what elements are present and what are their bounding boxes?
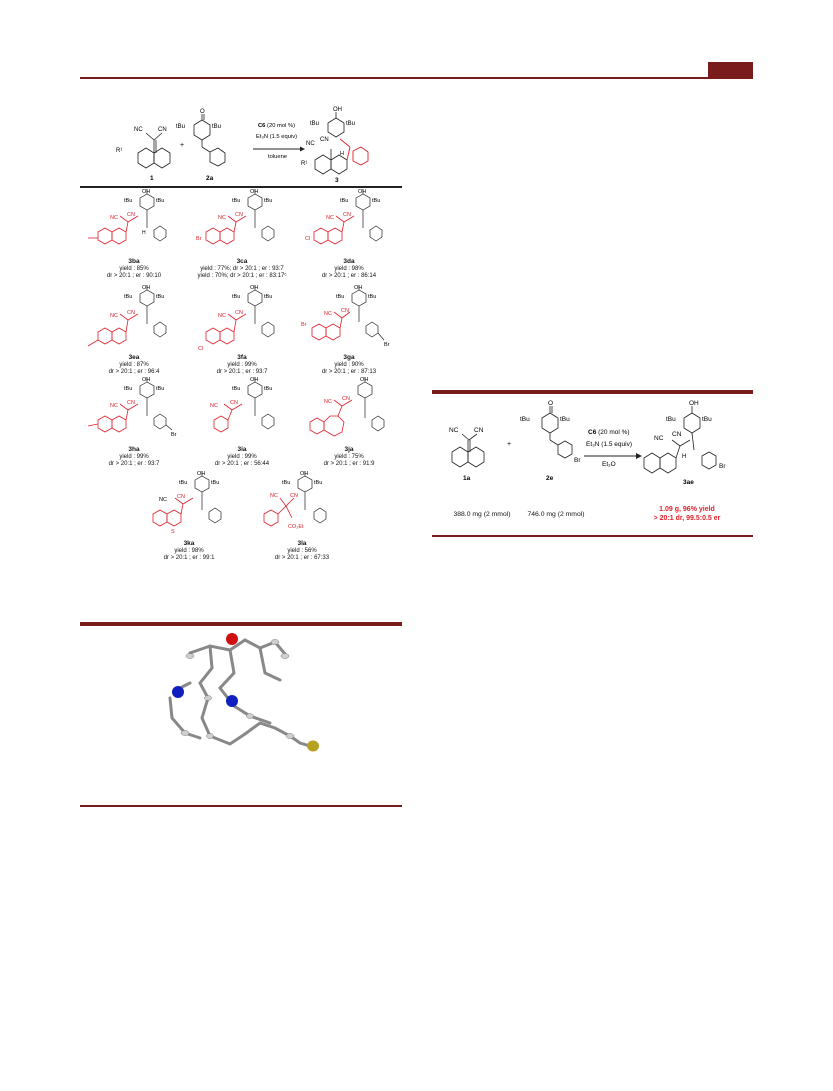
top-reagent-2: Et₃N (1.5 equiv) — [256, 134, 298, 140]
cn: CN — [342, 396, 350, 402]
product-3ba-line1: yield : 85% — [119, 266, 149, 272]
oh: OH — [197, 471, 206, 477]
nc: NC — [110, 313, 118, 319]
sm2e-label: 2e — [546, 475, 554, 482]
tbu: tBu — [124, 198, 133, 204]
prod3ae-tbu-left: tBu — [666, 416, 676, 423]
sm1a-cn: CN — [474, 427, 484, 434]
scaleup-scheme — [432, 396, 753, 536]
tbu: tBu — [264, 386, 273, 392]
product-3fa-line2: dr > 20:1 ; er : 93:7 — [216, 369, 268, 375]
nc: NC — [110, 215, 118, 221]
structure-3ga — [296, 284, 402, 354]
structure-3ia — [188, 376, 296, 446]
product-3la — [248, 470, 356, 565]
oh: OH — [354, 285, 363, 291]
structure-3ba — [80, 188, 188, 256]
nc: NC — [324, 399, 332, 405]
prod-oh: OH — [333, 107, 342, 113]
product-3ka-id: 3ka — [183, 540, 195, 547]
prod3ae-nc: NC — [654, 435, 664, 442]
cn: CN — [235, 212, 243, 218]
product-3ea — [80, 284, 188, 379]
product-3ha-line1: yield : 99% — [119, 454, 149, 460]
sm2-label: 2a — [206, 175, 214, 182]
prod-cn: CN — [320, 137, 329, 143]
sm2e-tbu-right: tBu — [560, 416, 570, 423]
structure-3la — [248, 470, 356, 540]
bromine-atom — [307, 741, 319, 752]
tbu: tBu — [156, 198, 165, 204]
xray-bottom-rule — [80, 805, 402, 807]
scaleup-result-line2: > 20:1 dr, 99.5:0.5 er — [653, 515, 721, 522]
nc: NC — [324, 311, 332, 317]
product-3da-id: 3da — [343, 258, 355, 265]
top-reagent-1: C6 (20 mol %) — [258, 123, 296, 129]
tbu: tBu — [211, 480, 220, 486]
tbu: tBu — [232, 198, 241, 204]
cn: CN — [290, 493, 298, 499]
product-3ka-line1: yield : 98% — [174, 548, 204, 554]
nitrogen-atom-2 — [226, 695, 238, 707]
product-3ia — [188, 376, 296, 471]
product-3ha — [80, 376, 188, 471]
product-3ja — [296, 376, 402, 471]
sm1-cn: CN — [158, 127, 167, 133]
right-solvent: Et₂O — [602, 461, 616, 468]
product-3ga — [296, 284, 402, 379]
nc: NC — [270, 493, 278, 499]
product-3ia-id: 3ia — [237, 446, 247, 453]
cn: CN — [177, 494, 185, 500]
product-3ea-id: 3ea — [128, 354, 140, 361]
tbu: tBu — [232, 294, 241, 300]
product-3ca — [188, 188, 296, 288]
sm2e-amount: 746.0 mg (2 mmol) — [527, 511, 585, 518]
product-3ha-id: 3ha — [128, 446, 140, 453]
prod3ae-tbu-right: tBu — [702, 416, 712, 423]
xray-top-rule — [80, 622, 402, 626]
oh: OH — [250, 189, 259, 195]
nc: NC — [218, 215, 226, 221]
product-3fa-id: 3fa — [237, 354, 247, 361]
product-3ca-id: 3ca — [236, 258, 248, 265]
prod-tbu-right: tBu — [346, 121, 356, 127]
co2et: CO₂Et — [288, 524, 304, 530]
product-3da-line1: yield : 98% — [334, 266, 364, 272]
scheme-top-drawing — [110, 105, 410, 185]
structure-3ca — [188, 188, 296, 256]
sm1a-label: 1a — [463, 475, 471, 482]
br: Br — [384, 342, 390, 348]
tbu: tBu — [232, 386, 241, 392]
product-3ba-line2: dr > 20:1 ; er : 90:10 — [106, 273, 162, 279]
cn: CN — [230, 400, 238, 406]
scheme-top — [110, 105, 410, 185]
tbu: tBu — [264, 294, 273, 300]
oh: OH — [358, 189, 367, 195]
right-reagent-1: C6 (20 mol %) — [588, 429, 630, 436]
header-rule — [80, 77, 753, 79]
product-3ba — [80, 188, 188, 283]
tbu: tBu — [124, 386, 133, 392]
right-reagent-2: Et₃N (1.5 equiv) — [586, 441, 632, 448]
product-3ia-line1: yield : 99% — [227, 454, 257, 460]
s: S — [171, 529, 175, 535]
oh: OH — [300, 471, 309, 477]
structure-3fa — [188, 284, 296, 354]
product-3ba-id: 3ba — [128, 258, 140, 265]
prod3ae-label: 3ae — [683, 479, 694, 486]
sm1-nc: NC — [134, 127, 143, 133]
product-3ia-line2: dr > 20:1 ; er : 56:44 — [214, 461, 270, 467]
scaleup-result-line1: 1.09 g, 96% yield — [659, 506, 715, 513]
product-3ea-line1: yield : 87% — [119, 362, 149, 368]
tbu: tBu — [179, 480, 188, 486]
sm1-label: 1 — [150, 175, 154, 182]
structure-3ka — [135, 470, 243, 540]
scaleup-bottom-rule — [432, 535, 753, 537]
cl: Cl — [198, 346, 204, 352]
prod-r1: R¹ — [301, 161, 308, 167]
cn: CN — [127, 212, 135, 218]
oh: OH — [360, 377, 369, 383]
product-3da — [296, 188, 402, 283]
oh: OH — [142, 377, 151, 383]
tbu: tBu — [282, 480, 291, 486]
structure-3ja — [296, 376, 402, 446]
product-grid — [80, 188, 402, 588]
tbu: tBu — [156, 386, 165, 392]
scaleup-drawing — [432, 396, 753, 506]
product-3ga-line2: dr > 20:1 ; er : 87:13 — [321, 369, 377, 375]
br: Br — [301, 322, 307, 328]
nc: NC — [110, 403, 118, 409]
product-3ja-line1: yield : 75% — [334, 454, 364, 460]
xray-structure — [150, 628, 330, 758]
tbu: tBu — [372, 198, 381, 204]
cn: CN — [235, 310, 243, 316]
product-3la-line2: dr > 20:1 ; er : 67:33 — [274, 555, 330, 561]
cn: CN — [127, 310, 135, 316]
sm1a-nc: NC — [449, 427, 459, 434]
cn: CN — [343, 212, 351, 218]
oh: OH — [142, 285, 151, 291]
h: H — [142, 230, 146, 236]
nc: NC — [159, 497, 167, 503]
tbu: tBu — [368, 294, 377, 300]
product-3fa-line1: yield : 99% — [227, 362, 257, 368]
prod3ae-oh: OH — [689, 400, 699, 407]
prod3ae-h: H — [682, 454, 687, 460]
oh: OH — [250, 285, 259, 291]
sm2e-br: Br — [574, 457, 581, 464]
sm2-o: O — [200, 109, 205, 115]
nc: NC — [218, 313, 226, 319]
structure-3da — [296, 188, 402, 256]
oxygen-atom — [226, 633, 238, 645]
nc: NC — [210, 403, 218, 409]
br: Br — [171, 432, 177, 438]
prod-h: H — [340, 151, 344, 157]
product-3ka — [135, 470, 243, 565]
header-page-tab — [708, 62, 753, 78]
nitrogen-atom-1 — [172, 686, 184, 698]
tbu: tBu — [340, 198, 349, 204]
product-3ga-line1: yield : 90% — [334, 362, 364, 368]
oh: OH — [142, 189, 151, 195]
top-solvent: toluene — [268, 154, 288, 160]
cl: Cl — [305, 236, 311, 242]
plus-sign: + — [507, 441, 512, 448]
product-3ca-line2: yield : 70%; dr > 20:1 ; er : 83:17ᶜ — [197, 273, 287, 279]
product-3ka-line2: dr > 20:1 ; er : 99:1 — [163, 555, 215, 561]
nc: NC — [326, 215, 334, 221]
cn: CN — [341, 308, 349, 314]
sm2-tbu-left: tBu — [176, 124, 186, 130]
cn: CN — [127, 400, 135, 406]
oh: OH — [250, 377, 259, 383]
xray-drawing — [150, 628, 330, 758]
product-3da-line2: dr > 20:1 ; er : 86:14 — [321, 273, 377, 279]
sm2e-tbu-left: tBu — [520, 416, 530, 423]
tbu: tBu — [264, 198, 273, 204]
plus-sign: + — [180, 142, 185, 149]
br: Br — [196, 236, 202, 242]
sm2e-o: O — [548, 400, 554, 407]
product-3ja-id: 3ja — [344, 446, 354, 453]
product-3ha-line2: dr > 20:1 ; er : 93:7 — [108, 461, 160, 467]
sm1a-amount: 388.0 mg (2 mmol) — [453, 511, 511, 518]
prod-label: 3 — [335, 177, 339, 184]
scaleup-top-rule — [432, 390, 753, 394]
prod-nc: NC — [306, 141, 315, 147]
product-3ca-line1: yield : 77%; dr > 20:1 ; er : 93:7 — [200, 266, 284, 272]
tbu: tBu — [314, 480, 323, 486]
prod-tbu-left: tBu — [310, 121, 320, 127]
product-3la-line1: yield : 56% — [287, 548, 317, 554]
structure-3ha — [80, 376, 188, 446]
product-3ja-line2: dr > 20:1 ; er : 91:9 — [323, 461, 375, 467]
tbu: tBu — [336, 294, 345, 300]
sm1-r1: R¹ — [116, 148, 123, 154]
prod3ae-cn: CN — [672, 431, 682, 438]
tbu: tBu — [156, 294, 165, 300]
product-3fa — [188, 284, 296, 379]
product-3la-id: 3la — [297, 540, 307, 547]
structure-3ea — [80, 284, 188, 354]
tbu: tBu — [124, 294, 133, 300]
product-3ga-id: 3ga — [343, 354, 355, 361]
sm2-tbu-right: tBu — [212, 124, 222, 130]
product-3ea-line2: dr > 20:1 ; er : 96:4 — [108, 369, 160, 375]
prod3ae-br: Br — [719, 463, 726, 470]
